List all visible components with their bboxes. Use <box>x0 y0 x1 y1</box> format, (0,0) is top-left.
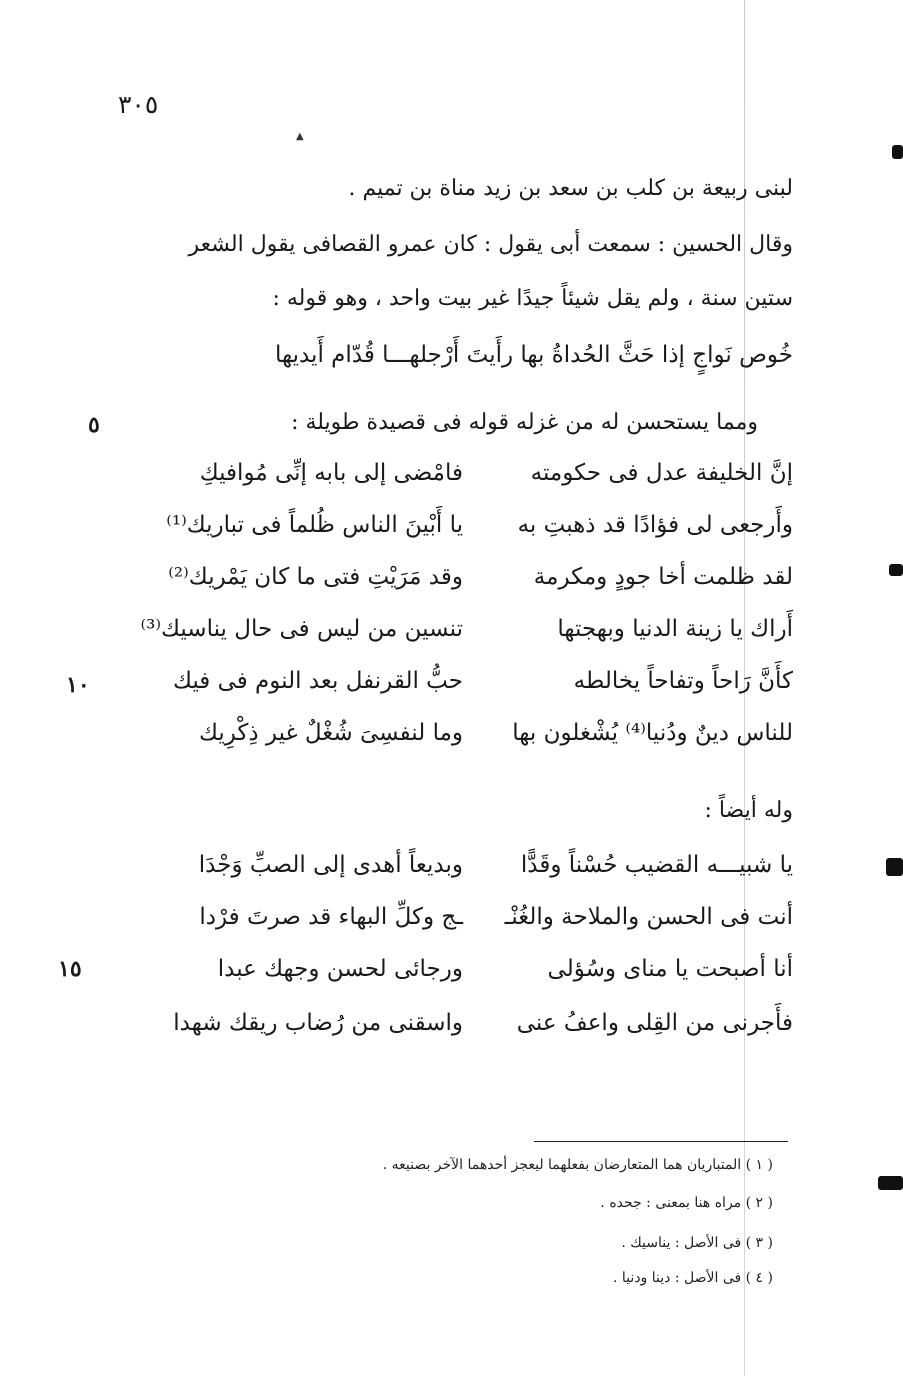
verse-second-hemistich: وقد مَرَيْتِ فتى ما كان يَمْريك⁽²⁾ <box>168 564 463 590</box>
verse-second-hemistich: يا أَبْينَ الناس ظُلماً فى تباريك⁽¹⁾ <box>166 512 463 538</box>
verse-first-hemistich: أنت فى الحسن والملاحة والغُنْـ <box>504 904 793 930</box>
edge-mark <box>886 858 903 876</box>
verse-second-hemistich: ـج وكلِّ البهاء قد صرتَ فرْدا <box>199 904 463 930</box>
verse-second-hemistich: ورجائى لحسن وجهك عبدا <box>217 956 463 982</box>
line-number-5: ٥ <box>88 412 100 438</box>
footnote-separator <box>534 1141 788 1142</box>
verse-first-hemistich: أَراك يا زينة الدنيا وبهجتها <box>557 616 793 642</box>
edge-mark <box>878 1176 903 1190</box>
prose-line-3: ستين سنة ، ولم يقل شيئاً جيدًا غير بيت واحد ، وهو قوله : <box>272 286 793 311</box>
verse-first-hemistich: للناس دينٌ ودُنيا⁽⁴⁾ يُشْغلون بها <box>512 720 793 746</box>
poem-intro: ومما يستحسن له من غزله قوله فى قصيدة طويلة : <box>291 410 758 435</box>
verse-second-hemistich: واسقنى من رُضاب ريقك شهدا <box>173 1010 463 1036</box>
verse-second-hemistich: حبُّ القرنفل بعد النوم فى فيك <box>172 668 463 694</box>
prose-line-2: وقال الحسين : سمعت أبى يقول : كان عمرو القصافى يقول الشعر <box>188 232 793 257</box>
footnote: ( ١ ) المتباريان هما المتعارضان بفعلهما ليعجز أحدهما الآخر بصنيعه . <box>382 1157 773 1173</box>
prose-line-1: لبنى ربيعة بن كلب بن سعد بن زيد مناة بن تميم . <box>348 176 793 201</box>
footnote: ( ٤ ) فى الأصل : دينا ودنيا . <box>613 1270 773 1286</box>
edge-mark <box>892 145 903 159</box>
verse-first-hemistich: إنَّ الخليفة عدل فى حكومته <box>530 460 793 486</box>
verse-second-hemistich: فامْضى إلى بابه إنِّى مُوافيكِ <box>199 460 463 486</box>
verse-first-hemistich: يا شبيـــه القضيب حُسْناً وقَدًّا <box>520 852 793 878</box>
page-number: ٣٠٥ <box>118 90 159 119</box>
single-verse: خُوص نَواجٍ إذا حَثَّ الحُداةُ بها رأَيتَ أَرْجلهـــا قُدّام أَيديها <box>274 342 793 368</box>
verse-first-hemistich: كأَنَّ رَاحاً وتفاحاً يخالطه <box>573 668 793 694</box>
verse-second-hemistich: وبديعاً أهدى إلى الصبِّ وَجْدَا <box>198 852 463 878</box>
footnote: ( ٣ ) فى الأصل : يناسيك . <box>621 1235 773 1251</box>
verse-first-hemistich: وأَرجعى لى فؤادًا قد ذهبتِ به <box>517 512 793 538</box>
verse-first-hemistich: فأَجرنى من القِلى واعفُ عنى <box>516 1010 793 1036</box>
poem-intro-2: وله أيضاً : <box>704 798 793 823</box>
verse-first-hemistich: لقد ظلمت أخا جودٍ ومكرمة <box>533 564 793 590</box>
verse-first-hemistich: أنا أصبحت يا مناى وسُؤلى <box>547 956 793 982</box>
print-mark: ▲ <box>296 131 304 142</box>
edge-mark <box>889 564 903 576</box>
line-number-10: ١٠ <box>66 672 90 698</box>
verse-second-hemistich: تنسين من ليس فى حال يناسيك⁽³⁾ <box>140 616 463 642</box>
footnote: ( ٢ ) مراه هنا بمعنى : جحده . <box>600 1195 773 1211</box>
verse-second-hemistich: وما لنفسِىَ شُغْلٌ غير ذِكْرِيك <box>198 720 463 746</box>
line-number-15: ١٥ <box>58 956 82 982</box>
